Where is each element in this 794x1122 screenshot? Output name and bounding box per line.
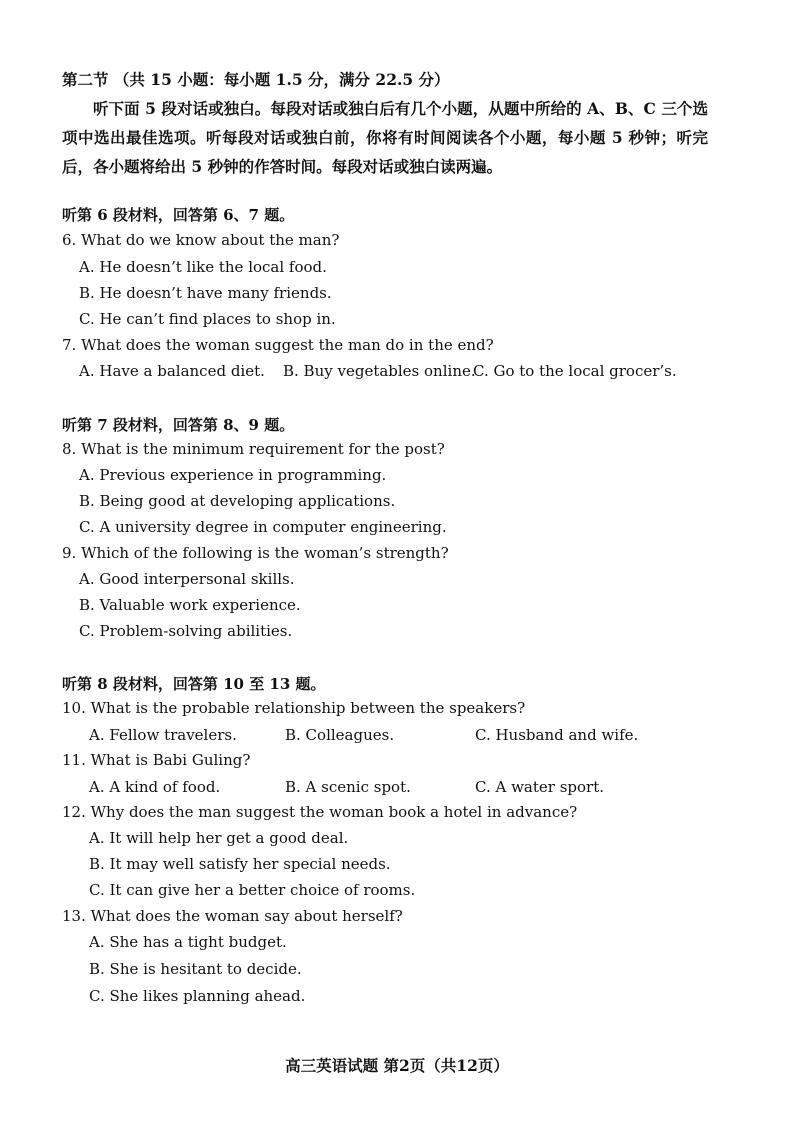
group-title: 听第 7 段材料，回答第 8、9 题。 bbox=[62, 416, 295, 434]
page-footer: 高三英语试题 第2页（共12页） bbox=[285, 1056, 509, 1075]
question-stem: 9. Which of the following is the woman’s strength? bbox=[62, 544, 449, 562]
option: C. She likes planning ahead. bbox=[89, 987, 306, 1005]
section-instructions: 听下面 5 段对话或独白。每段对话或独白后有几个小题，从题中所给的 A、B、C 三个选项中选出最佳选项。听每段对话或独白前，你将有时间阅读各个小题，每小题 5 秒钟；听完后，各小题将给出 5 秒钟的作答时间。每段对话或独白读两遍。 bbox=[62, 99, 708, 176]
question-stem: 10. What is the probable relationship between the speakers? bbox=[62, 699, 526, 717]
option: C. A water sport. bbox=[475, 778, 605, 796]
option: B. A scenic spot. bbox=[285, 778, 411, 796]
option: A. She has a tight budget. bbox=[89, 933, 287, 951]
option: C. A university degree in computer engineering. bbox=[79, 518, 447, 536]
option: A. Previous experience in programming. bbox=[79, 466, 387, 484]
option: B. Being good at developing applications. bbox=[79, 492, 396, 510]
option: A. Fellow travelers. bbox=[89, 726, 237, 744]
option: B. Valuable work experience. bbox=[79, 596, 301, 614]
option: B. Colleagues. bbox=[285, 726, 395, 744]
option: A. It will help her get a good deal. bbox=[89, 829, 349, 847]
question-stem: 13. What does the woman say about herself? bbox=[62, 907, 403, 925]
option: C. Go to the local grocer’s. bbox=[473, 362, 677, 380]
option: B. It may well satisfy her special needs. bbox=[89, 855, 391, 873]
option: C. Problem-solving abilities. bbox=[79, 622, 293, 640]
question-stem: 6. What do we know about the man? bbox=[62, 231, 340, 249]
option: C. It can give her a better choice of rooms. bbox=[89, 881, 416, 899]
option: A. A kind of food. bbox=[89, 778, 221, 796]
question-stem: 8. What is the minimum requirement for the post? bbox=[62, 440, 445, 458]
option: B. She is hesitant to decide. bbox=[89, 960, 302, 978]
group-title: 听第 8 段材料，回答第 10 至 13 题。 bbox=[62, 675, 326, 693]
section-header: 第二节 （共 15 小题：每小题 1.5 分，满分 22.5 分） bbox=[62, 70, 450, 89]
question-stem: 7. What does the woman suggest the man do in the end? bbox=[62, 336, 494, 354]
option: A. He doesn’t like the local food. bbox=[79, 258, 327, 276]
option: A. Have a balanced diet. bbox=[79, 362, 265, 380]
option: C. He can’t find places to shop in. bbox=[79, 310, 336, 328]
option: B. Buy vegetables online. bbox=[283, 362, 476, 380]
option: A. Good interpersonal skills. bbox=[79, 570, 295, 588]
question-stem: 11. What is Babi Guling? bbox=[62, 751, 251, 769]
group-title: 听第 6 段材料，回答第 6、7 题。 bbox=[62, 206, 295, 224]
question-stem: 12. Why does the man suggest the woman book a hotel in advance? bbox=[62, 803, 578, 821]
option: C. Husband and wife. bbox=[475, 726, 639, 744]
option: B. He doesn’t have many friends. bbox=[79, 284, 332, 302]
